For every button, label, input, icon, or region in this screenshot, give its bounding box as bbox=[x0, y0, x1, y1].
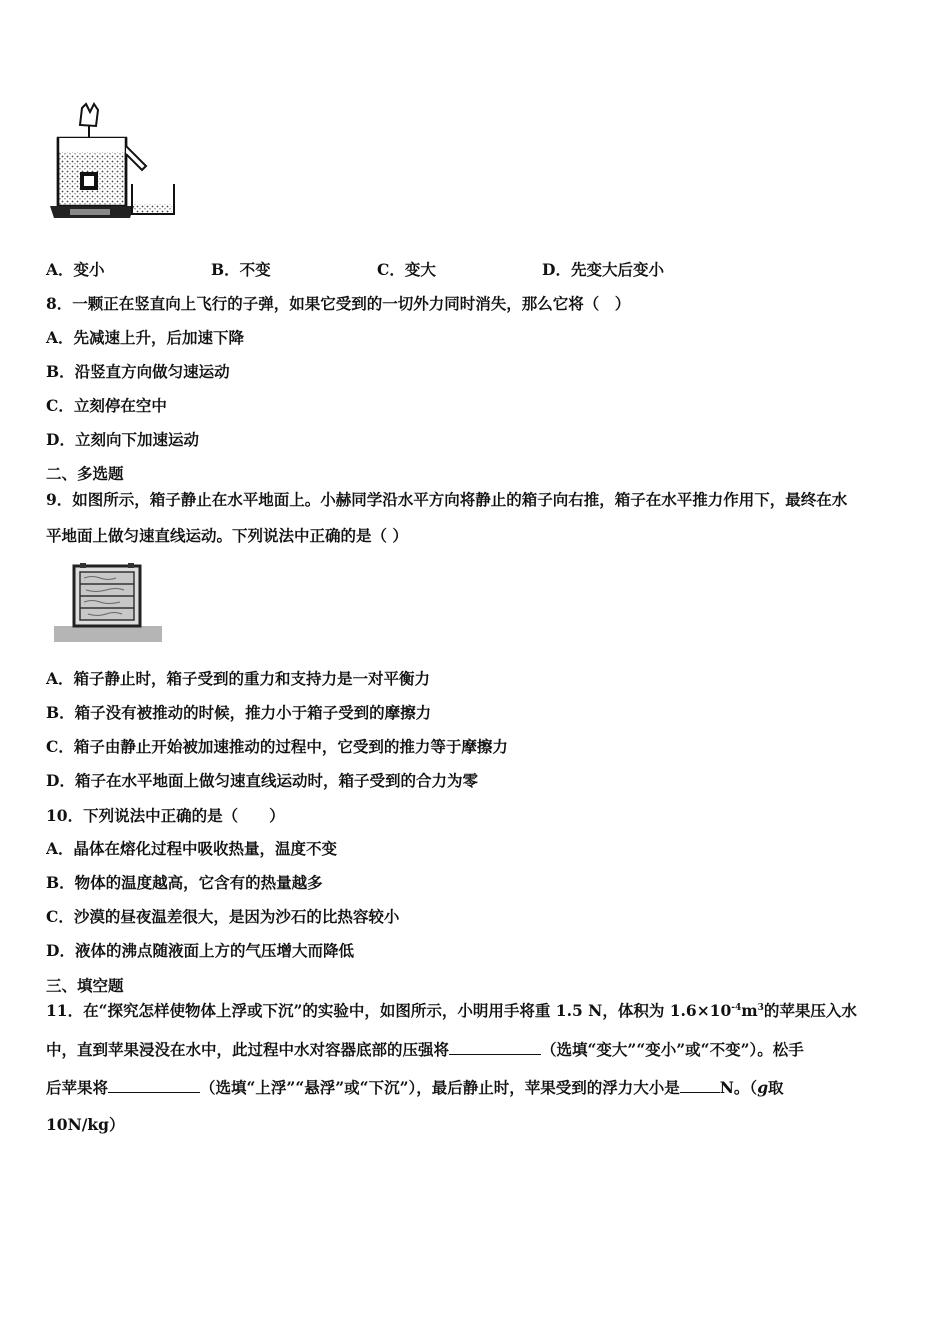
q10-option-c: C．沙漠的昼夜温差很大，是因为沙石的比热容较小 bbox=[46, 907, 400, 926]
q11-line1-text-c: 的苹果压入水 bbox=[763, 1001, 857, 1020]
q8-option-b: B．沿竖直方向做匀速运动 bbox=[46, 362, 230, 381]
q8-option-c: C．立刻停在空中 bbox=[46, 396, 167, 415]
q8-option-d: D．立刻向下加速运动 bbox=[46, 430, 199, 449]
q8-option-a: A．先减速上升，后加速下降 bbox=[46, 328, 245, 347]
q11-line3-text-d: 取 bbox=[768, 1078, 784, 1097]
q10-stem: 10．下列说法中正确的是（ ） bbox=[46, 806, 285, 825]
q11-line3-text-c: N。（ bbox=[719, 1078, 758, 1097]
q9-option-a: A．箱子静止时，箱子受到的重力和支持力是一对平衡力 bbox=[46, 669, 431, 688]
q11-exponent-3: 3 bbox=[757, 1002, 764, 1013]
q10-option-d: D．液体的沸点随液面上方的气压增大而降低 bbox=[46, 941, 354, 960]
q11-line1 bbox=[46, 1000, 857, 1022]
q11-line2-text-a: 中，直到苹果浸没在水中，此过程中水对容器底部的压强将 bbox=[46, 1040, 450, 1059]
q7-option-b: B．不变 bbox=[211, 260, 271, 279]
q11-blank-pressure[interactable] bbox=[449, 1038, 541, 1055]
q9-option-c: C．箱子由静止开始被加速推动的过程中，它受到的推力等于摩擦力 bbox=[46, 737, 508, 756]
q7-option-d: D．先变大后变小 bbox=[542, 260, 664, 279]
q11-blank-buoyancy[interactable] bbox=[680, 1076, 720, 1093]
q11-blank-float[interactable] bbox=[108, 1076, 200, 1093]
q11-line2-text-b: （选填“变大”“变小”或“不变”）。松手 bbox=[541, 1040, 804, 1059]
q8-stem: 8．一颗正在竖直向上飞行的子弹，如果它受到的一切外力同时消失，那么它将（ ） bbox=[46, 294, 631, 313]
q11-exponent: -4 bbox=[731, 1002, 742, 1013]
q11-unit-m: m bbox=[741, 1001, 758, 1020]
q11-line1-text-a: 11．在“探究怎样使物体上浮或下沉”的实验中，如图所示，小明用手将重 1.5 N，体积为 1.6×10 bbox=[46, 1001, 732, 1020]
q10-option-b: B．物体的温度越高，它含有的热量越多 bbox=[46, 873, 323, 892]
q9-stem-line2: 平地面上做匀速直线运动。下列说法中正确的是（ ） bbox=[46, 526, 408, 545]
q9-option-d: D．箱子在水平地面上做匀速直线运动时，箱子受到的合力为零 bbox=[46, 771, 478, 790]
section-fill-in-blank: 三、填空题 bbox=[46, 976, 124, 995]
beaker-overflow-figure-icon bbox=[46, 100, 181, 225]
q11-g-symbol: g bbox=[757, 1078, 769, 1097]
q10-option-a: A．晶体在熔化过程中吸收热量，温度不变 bbox=[46, 839, 338, 858]
wooden-box-figure-icon bbox=[54, 562, 164, 644]
q11-line3-text-b: （选填“上浮”“悬浮”或“下沉”），最后静止时，苹果受到的浮力大小是 bbox=[200, 1078, 680, 1097]
q11-line3-text-a: 后苹果将 bbox=[46, 1078, 109, 1097]
q11-line4: 10N/kg） bbox=[46, 1115, 125, 1134]
q7-option-c: C．变大 bbox=[377, 260, 436, 279]
section-multiple-choice: 二、多选题 bbox=[46, 464, 124, 483]
q7-option-a: A．变小 bbox=[46, 260, 105, 279]
q9-option-b: B．箱子没有被推动的时候，推力小于箱子受到的摩擦力 bbox=[46, 703, 432, 722]
q11-line3 bbox=[46, 1076, 784, 1099]
q9-stem-line1: 9．如图所示，箱子静止在水平地面上。小赫同学沿水平方向将静止的箱子向右推，箱子在水平推力作用下，最终在水 bbox=[46, 490, 848, 509]
q11-line2 bbox=[46, 1038, 804, 1061]
